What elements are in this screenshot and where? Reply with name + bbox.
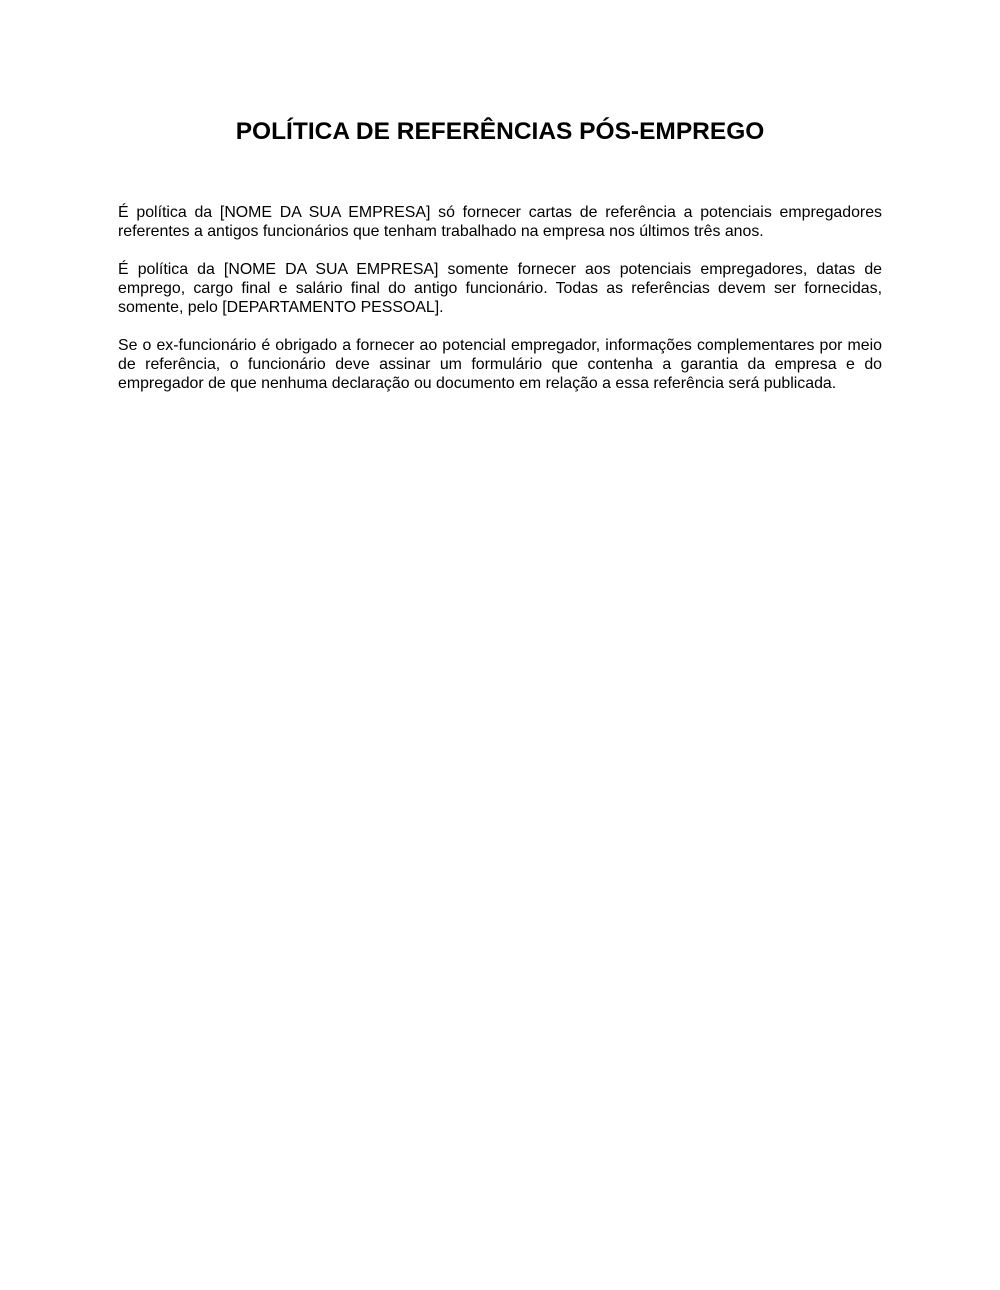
document-title: POLÍTICA DE REFERÊNCIAS PÓS-EMPREGO — [235, 118, 765, 145]
paragraph-reference-letters: É política da [NOME DA SUA EMPRESA] só fornecer cartas de referência a potenciais empregadores referentes a antigos funcionários que tenham trabalhado na empresa nos últimos três anos. — [118, 204, 882, 240]
document-body — [118, 203, 882, 412]
paragraph-additional-information: Se o ex-funcionário é obrigado a fornecer ao potencial empregador, informações complementares por meio de referência, o funcionário deve assinar um formulário que contenha a garantia da empresa e do empregador de que nenhuma declaração ou documento em relação a essa referência será publicada. — [118, 337, 882, 392]
paragraph-reference-content: É política da [NOME DA SUA EMPRESA] somente fornecer aos potenciais empregadores, datas de emprego, cargo final e salário final do antigo funcionário. Todas as referências devem ser fornecidas, somente, pelo [DEPARTAMENTO PESSOAL]. — [118, 261, 882, 316]
